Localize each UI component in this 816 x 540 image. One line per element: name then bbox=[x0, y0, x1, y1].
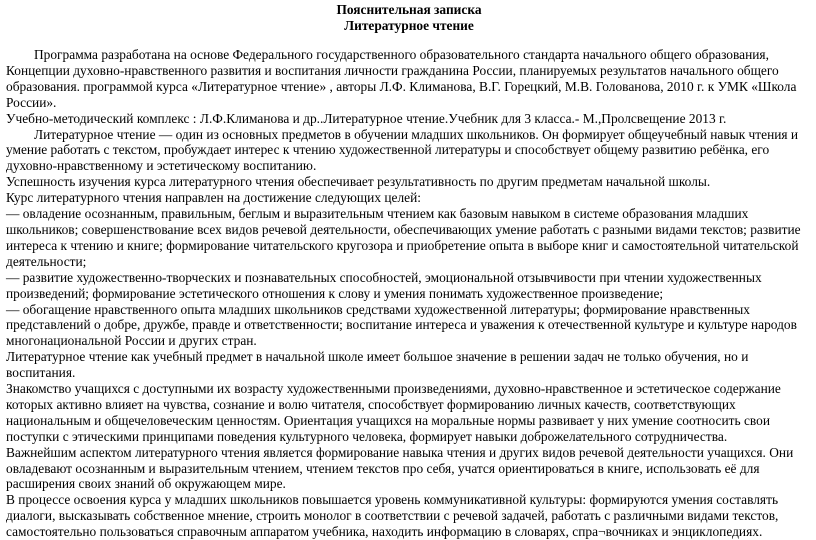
paragraph-communication: В процессе освоения курса у младших школьников повышается уровень коммуникативной культуры: формируются умения составлять диалоги, высказывать собственное мнение, строить монолог в соответствии с речевой задачей, работать с различными видами текстов, самостоятельно пользоваться справочным аппаратом учебника, находить информацию в словарях, спра¬вочниках и энциклопедиях. bbox=[6, 492, 779, 540]
paragraph-success: Успешность изучения курса литературного чтения обеспечивает результативность по другим предметам начальной школы. bbox=[6, 174, 711, 190]
goal-item-moral: — обогащение нравственного опыта младших школьников средствами художественной литературы; формирование нравственных представлений о добре, дружбе, правде и ответственности; воспитание интереса и уважения к отечественной культуре и культуре народов многонациональной России и других стран. bbox=[6, 301, 797, 349]
paragraph-subject-intro: Литературное чтение — один из основных предметов в обучении младших школьников. Он формирует общеучебный навык чтения и умение работать с текстом, пробуждает интерес к чтению художественной литературы и способствует общему развитию ребёнка, его духовно-нравственному и эстетическому воспитанию. bbox=[6, 126, 799, 174]
paragraph-acquaintance: Знакомство учащихся с доступными их возрасту художественными произведениями, духовно-нравственное и эстетическое содержание которых активно влияет на чувства, сознание и волю читателя, способствует формированию личных качеств, соответствующих национальным и общечеловеческим ценностям. Ориентация учащихся на моральные нормы развивает у них умение соотносить свои поступки с этическими принципами поведения культурного человека, формирует навыки доброжелательного сотрудничества. bbox=[6, 381, 781, 444]
paragraph-subject-importance: Литературное чтение как учебный предмет в начальной школе имеет большое значение в решении задач не только обучения, но и воспитания. bbox=[6, 349, 749, 381]
paragraph-teaching-complex: Учебно-методический комплекс : Л.Ф.Климанова и др..Литературное чтение.Учебник для 3 класса.- М.,Пролсвещение 2013 г. bbox=[6, 110, 727, 126]
goal-item-reading: — овладение осознанным, правильным, беглым и выразительным чтением как базовым навыком в системе образования младших школьников; совершенствование всех видов речевой деятельности, обеспечивающих умение работать с разными видами текстов; развитие интереса к чтению и книге; формирование читательского кругозора и приобретение опыта в выборе книг и самостоятельной читательской деятельности; bbox=[6, 206, 801, 269]
document-subtitle: Литературное чтение bbox=[344, 18, 474, 33]
paragraph-goals-heading: Курс литературного чтения направлен на достижение следующих целей: bbox=[6, 190, 422, 206]
document-title: Пояснительная записка bbox=[336, 2, 482, 17]
goal-item-creativity: — развитие художественно-творческих и познавательных способностей, эмоциональной отзывчивости при чтении художественных произведений; формирование эстетического отношения к слову и умения понимать художественное произведение; bbox=[6, 269, 762, 301]
paragraph-program-basis: Программа разработана на основе Федерального государственного образовательного стандарта начального общего образования, Концепции духовно-нравственного развития и воспитания личности гражданина России, планируемых результатов начального общего образования. программой курса «Литературное чтение» , авторы Л.Ф. Климанова, В.Г. Горецкий, М.В. Голованова, 2010 г. к УМК «Школа России». bbox=[6, 47, 797, 110]
paragraph-key-aspect: Важнейшим аспектом литературного чтения является формирование навыка чтения и других видов речевой деятельности учащихся. Они овладевают осознанным и выразительным чтением, чтением текстов про себя, учатся ориентироваться в книге, использовать её для расширения своих знаний об окружающем мире. bbox=[6, 444, 794, 492]
